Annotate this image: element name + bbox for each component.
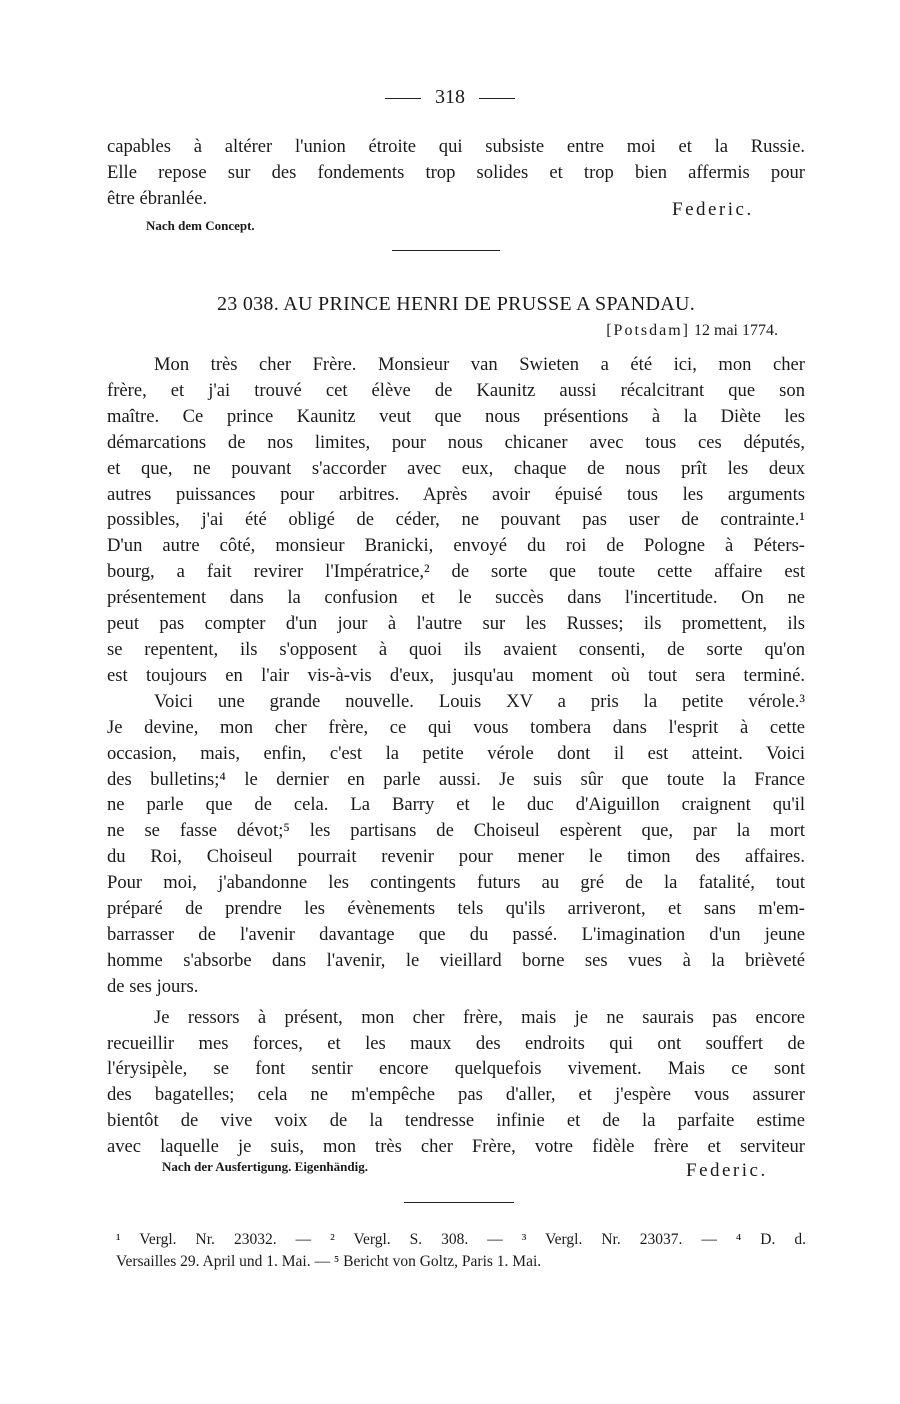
text-line: Je ressors à présent, mon cher frère, mais je ne saurais pas encore — [154, 1006, 805, 1028]
footnotes — [116, 1229, 806, 1273]
source-note-top: Nach dem Concept. — [146, 218, 255, 233]
header-dash-left — [385, 98, 421, 99]
text-line: démarcations de nos limites, pour nous chicaner avec tous ces députés, — [107, 431, 805, 453]
text-line: Elle repose sur des fondements trop solides et trop bien affermis pour — [107, 161, 805, 183]
text-line: capables à altérer l'union étroite qui subsiste entre moi et la Russie. — [107, 136, 805, 157]
text-line: maître. Ce prince Kaunitz veut que nous présentions à la Diète les — [107, 405, 805, 427]
text-line: bientôt de vive voix de la tendresse infinie et de la parfaite estime — [107, 1110, 805, 1132]
signature-letter: Federic. — [686, 1160, 768, 1181]
text-line: des bulletins;⁴ le dernier en parle aussi. Je suis sûr que toute la France — [107, 768, 805, 790]
text-line: préparé de prendre les évènements tels qu'ils arriveront, et sans m'em- — [107, 898, 805, 920]
letter-body — [107, 352, 805, 1160]
text-line: est toujours en l'air vis-à-vis d'eux, jusqu'au moment où tout sera terminé. — [107, 664, 805, 686]
text-line: ne se fasse dévot;⁵ les partisans de Choiseul espèrent que, par la mort — [107, 820, 805, 842]
text-line: bourg, a fait revirer l'Impératrice,² de sorte que toute cette affaire est — [107, 561, 805, 583]
text-line: peut pas compter d'un jour à l'autre sur les Russes; ils promettent, ils — [107, 613, 805, 635]
text-line: se repentent, ils s'opposent à quoi ils avaient consenti, de sorte qu'on — [107, 638, 805, 660]
header-dash-right — [479, 98, 515, 99]
text-line: frère, et j'ai trouvé cet élève de Kaunitz aussi récalcitrant que son — [107, 379, 805, 401]
paragraph-2 — [107, 689, 805, 1000]
footnote-line: ¹ Vergl. Nr. 23032. — ² Vergl. S. 308. — ³ Vergl. Nr. 23037. — ⁴ D. d. — [116, 1231, 806, 1248]
paragraph-3 — [107, 1005, 805, 1160]
text-line: avec laquelle je suis, mon très cher Frère, votre fidèle frère et serviteur — [107, 1136, 805, 1158]
text-line: de ses jours. — [107, 975, 199, 997]
letter-number: 23 038. — [216, 293, 280, 315]
source-note-letter: Nach der Ausfertigung. Eigenhändig. — [162, 1159, 368, 1174]
page-header — [0, 86, 900, 109]
letter-dateline — [606, 322, 778, 340]
text-line: Voici une grande nouvelle. Louis XV a pris la petite vérole.³ — [154, 690, 805, 712]
text-line: ne parle que de cela. La Barry et le duc d'Aiguillon craignent qu'il — [107, 794, 805, 816]
text-line: l'érysipèle, se font sentir encore quelquefois vivement. Mais ce sont — [107, 1058, 805, 1080]
text-line: homme s'absorbe dans l'avenir, le vieillard borne ses vues à la brièveté — [107, 949, 805, 971]
text-line: des bagatelles; cela ne m'empêche pas d'aller, et j'espère vous assurer — [107, 1084, 805, 1106]
letter-date: 12 mai 1774. — [694, 322, 778, 339]
text-line: et que, ne pouvant s'accorder avec eux, chaque de nous prît les deux — [107, 457, 805, 479]
letter-title: AU PRINCE HENRI DE PRUSSE A SPANDAU. — [283, 293, 696, 315]
text-line: Je devine, mon cher frère, ce qui vous tombera dans l'esprit à cette — [107, 716, 805, 738]
text-line: barrasser de l'avenir davantage que du passé. L'imagination d'un jeune — [107, 923, 805, 945]
letter-place: [Potsdam] — [606, 322, 690, 339]
text-line: présentement dans la confusion et le succès dans l'incertitude. On ne — [107, 587, 805, 609]
paragraph-1 — [107, 352, 805, 689]
footnote-divider — [404, 1202, 514, 1203]
text-line: D'un autre côté, monsieur Branicki, envoyé du roi de Pologne à Péters- — [107, 535, 805, 557]
footnote-line: Versailles 29. April und 1. Mai. — ⁵ Bericht von Goltz, Paris 1. Mai. — [116, 1253, 542, 1270]
page-number: 318 — [435, 86, 465, 108]
text-line: autres puissances pour arbitres. Après avoir épuisé tous les arguments — [107, 483, 805, 505]
text-line: Mon très cher Frère. Monsieur van Swieten a été ici, mon cher — [154, 354, 805, 375]
text-line: Pour moi, j'abandonne les contingents futurs au gré de la fatalité, tout — [107, 872, 805, 894]
text-line: être ébranlée. — [107, 187, 208, 209]
letter-heading — [107, 293, 805, 316]
text-line: recueillir mes forces, et les maux des endroits qui ont souffert de — [107, 1032, 805, 1054]
section-divider — [392, 250, 500, 251]
text-line: du Roi, Choiseul pourrait revenir pour mener le timon des affaires. — [107, 846, 805, 868]
text-line: possibles, j'ai été obligé de céder, ne pouvant pas user de contrainte.¹ — [107, 509, 805, 531]
text-line: occasion, mais, enfin, c'est la petite vérole dont il est atteint. Voici — [107, 742, 805, 764]
signature-top: Federic. — [672, 199, 754, 220]
